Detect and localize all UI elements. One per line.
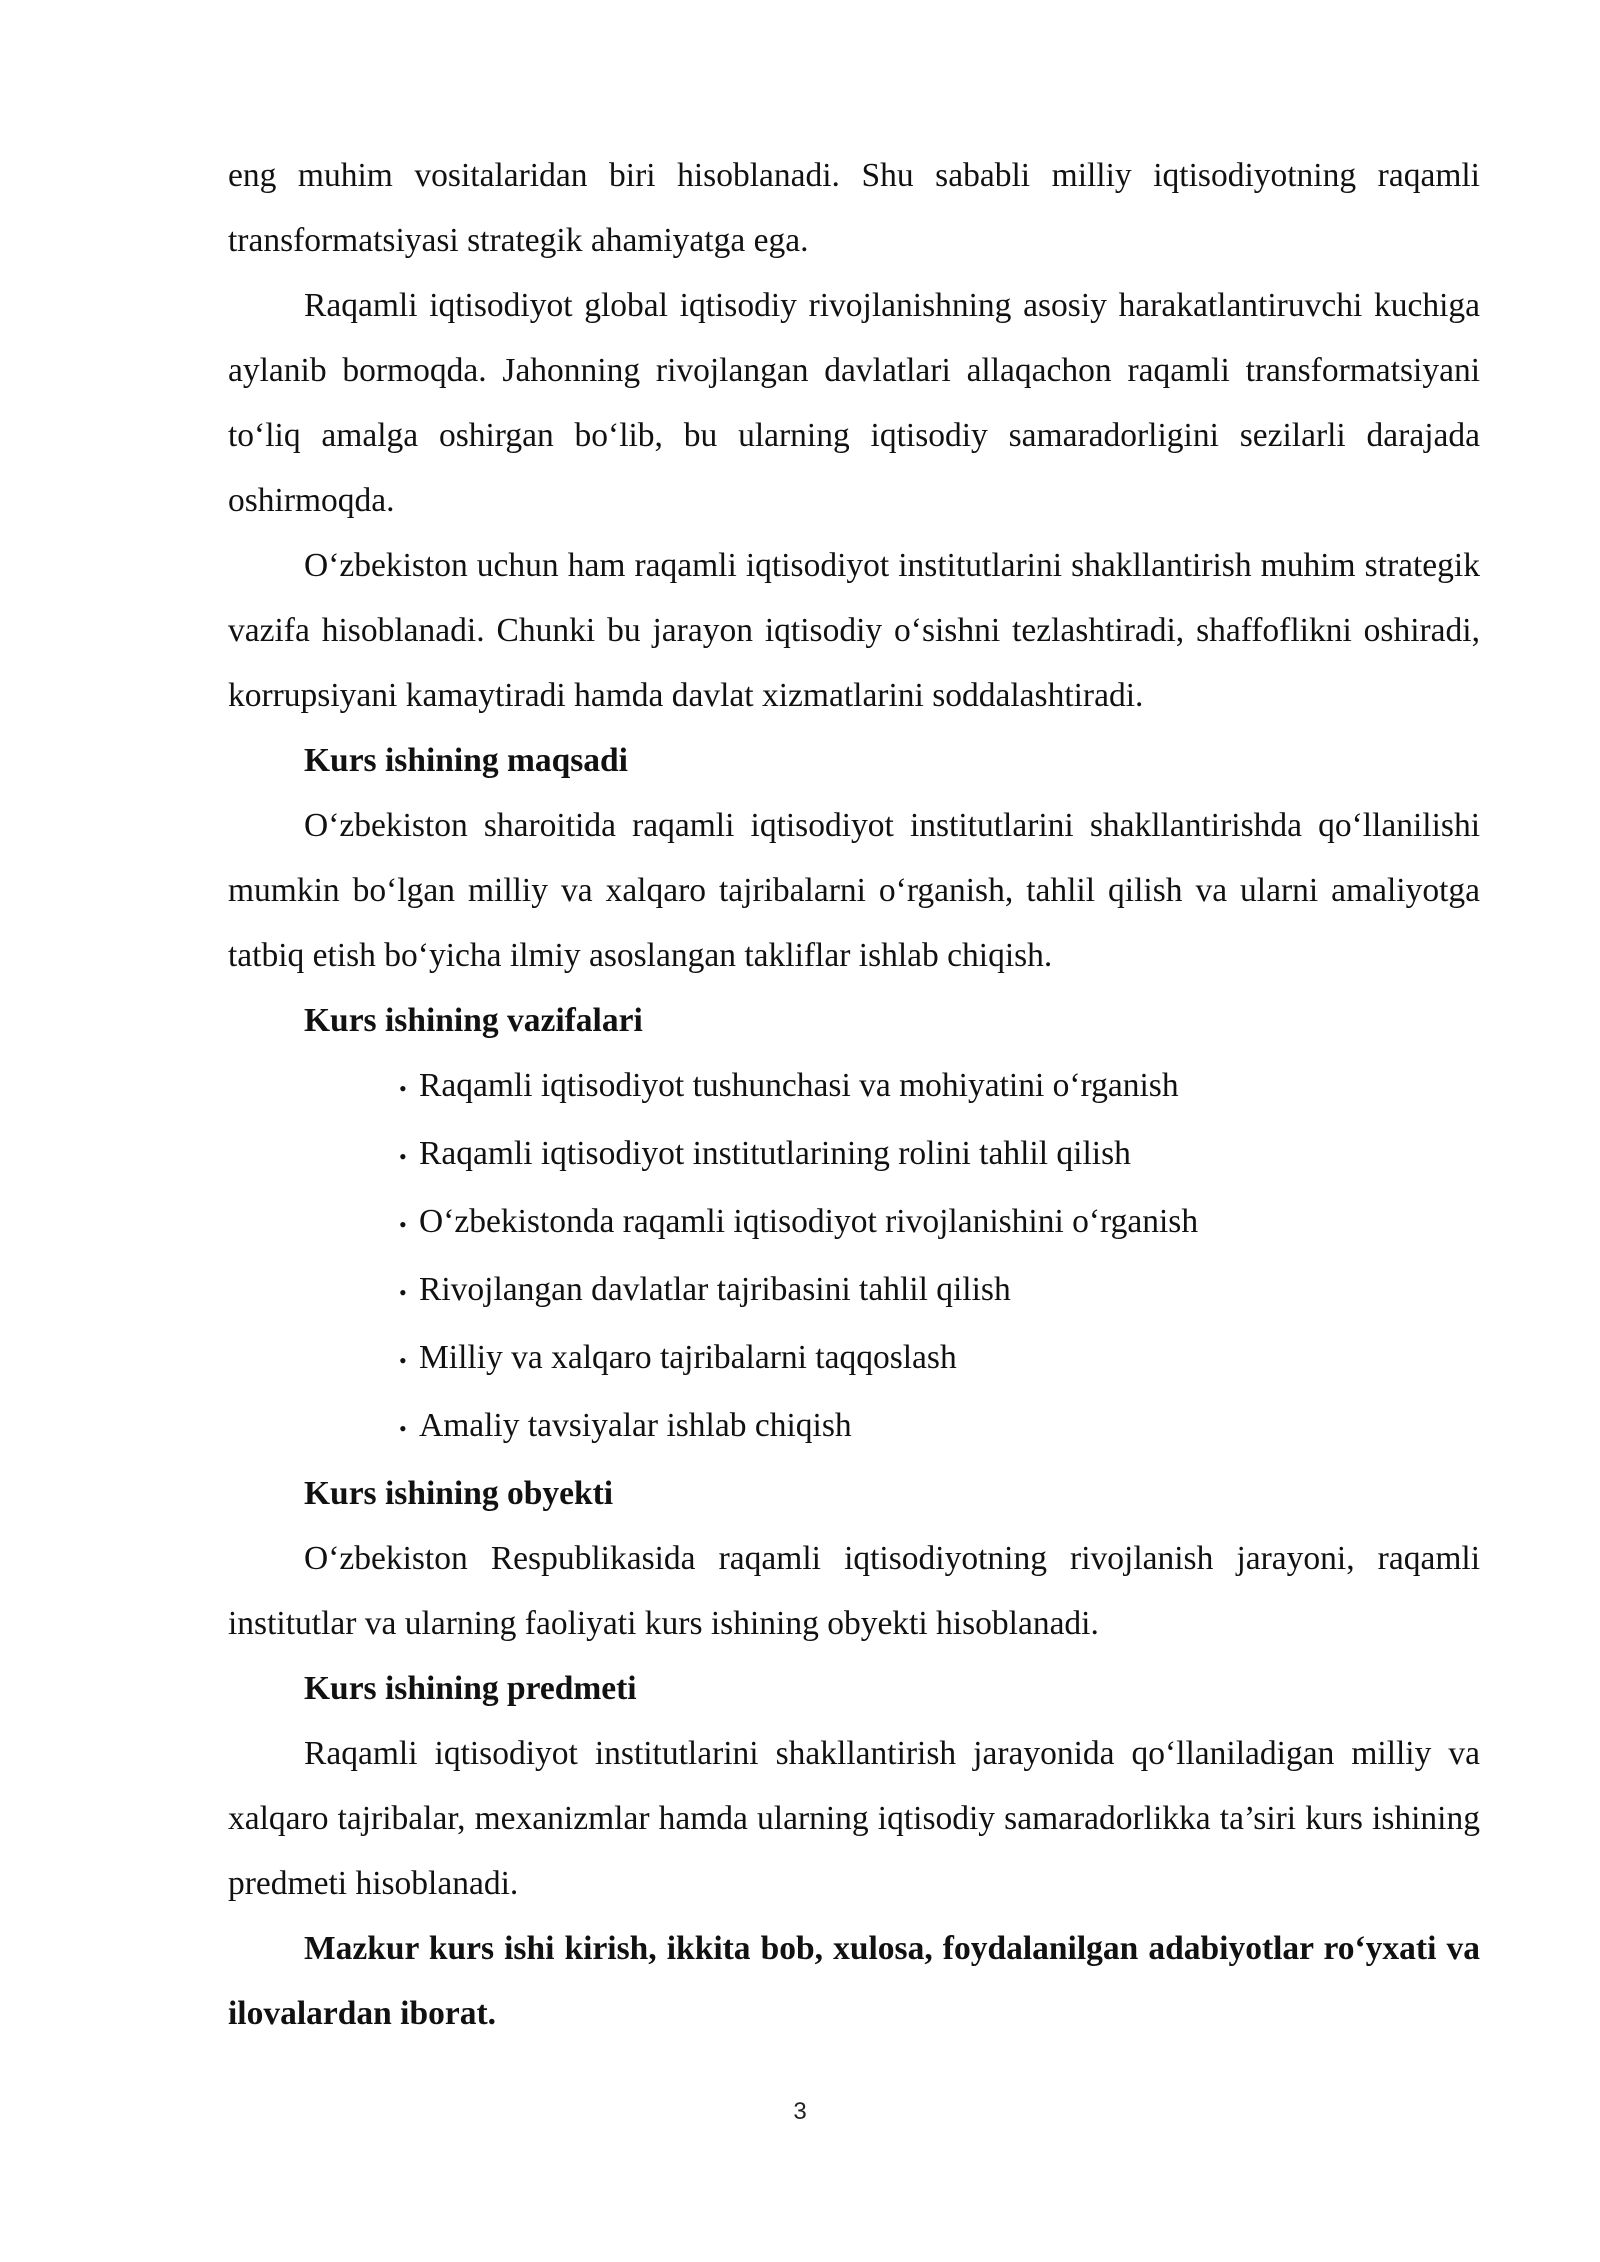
list-item: [399, 1189, 1480, 1257]
structure-note: Mazkur kurs ishi kirish, ikkita bob, xulosa, foydalanilgan adabiyotlar ro‘yxati va ilovalardan iborat.: [228, 1930, 1480, 2032]
task-text: Raqamli iqtisodiyot tushunchasi va mohiyatini o‘rganish: [419, 1067, 1179, 1104]
intro-paragraph-2: Raqamli iqtisodiyot global iqtisodiy rivojlanishning asosiy harakatlantiruvchi kuchiga aylanib bormoqda. Jahonning rivojlangan davlatlari allaqachon raqamli transformatsiyani to‘liq amalga oshirgan bo‘lib, bu ularning iqtisodiy samaradorligini sezilarli darajada oshirmoqda.: [228, 287, 1480, 519]
bullet-icon: •: [399, 1212, 407, 1237]
list-item: [399, 1053, 1480, 1121]
page-number: 3: [793, 2098, 807, 2125]
object-heading: Kurs ishining obyekti: [304, 1475, 614, 1512]
subject-paragraph: Raqamli iqtisodiyot institutlarini shakllantirish jarayonida qo‘llaniladigan milliy va xalqaro tajribalar, mexanizmlar hamda ularning iqtisodiy samaradorlikka ta’siri kurs ishining predmeti hisoblanadi.: [228, 1735, 1480, 1902]
tasks-list: [228, 1053, 1480, 1461]
bullet-icon: •: [399, 1144, 407, 1169]
task-text: Rivojlangan davlatlar tajribasini tahlil qilish: [419, 1271, 1011, 1308]
goal-paragraph: O‘zbekiston sharoitida raqamli iqtisodiyot institutlarini shakllantirishda qo‘llanilishi mumkin bo‘lgan milliy va xalqaro tajribalarni o‘rganish, tahlil qilish va ularni amaliyotga tatbiq etish bo‘yicha ilmiy asoslangan takliflar ishlab chiqish.: [228, 807, 1480, 974]
object-paragraph: O‘zbekiston Respublikasida raqamli iqtisodiyotning rivojlanish jarayoni, raqamli institutlar va ularning faoliyati kurs ishining obyekti hisoblanadi.: [228, 1540, 1480, 1642]
list-item: [399, 1325, 1480, 1393]
subject-heading: Kurs ishining predmeti: [304, 1670, 637, 1707]
goal-heading: Kurs ishining maqsadi: [304, 742, 628, 779]
task-text: O‘zbekistonda raqamli iqtisodiyot rivojlanishini o‘rganish: [419, 1203, 1199, 1240]
intro-paragraph-1: eng muhim vositalaridan biri hisoblanadi. Shu sababli milliy iqtisodiyotning raqamli transformatsiyasi strategik ahamiyatga ega.: [228, 157, 1480, 259]
bullet-icon: •: [399, 1416, 407, 1441]
intro-paragraph-3: O‘zbekiston uchun ham raqamli iqtisodiyot institutlarini shakllantirish muhim strategik vazifa hisoblanadi. Chunki bu jarayon iqtisodiy o‘sishni tezlashtiradi, shaffoflikni oshiradi, korrupsiyani kamaytiradi hamda davlat xizmatlarini soddalashtiradi.: [228, 547, 1480, 714]
bullet-icon: •: [399, 1348, 407, 1373]
bullet-icon: •: [399, 1076, 407, 1101]
list-item: [399, 1257, 1480, 1325]
task-text: Amaliy tavsiyalar ishlab chiqish: [419, 1407, 852, 1444]
list-item: [399, 1393, 1480, 1461]
page-body: [228, 143, 1480, 2046]
list-item: [399, 1121, 1480, 1189]
task-text: Raqamli iqtisodiyot institutlarining rolini tahlil qilish: [419, 1135, 1131, 1172]
tasks-heading: Kurs ishining vazifalari: [304, 1002, 643, 1039]
bullet-icon: •: [399, 1280, 407, 1305]
task-text: Milliy va xalqaro tajribalarni taqqoslash: [419, 1339, 957, 1376]
